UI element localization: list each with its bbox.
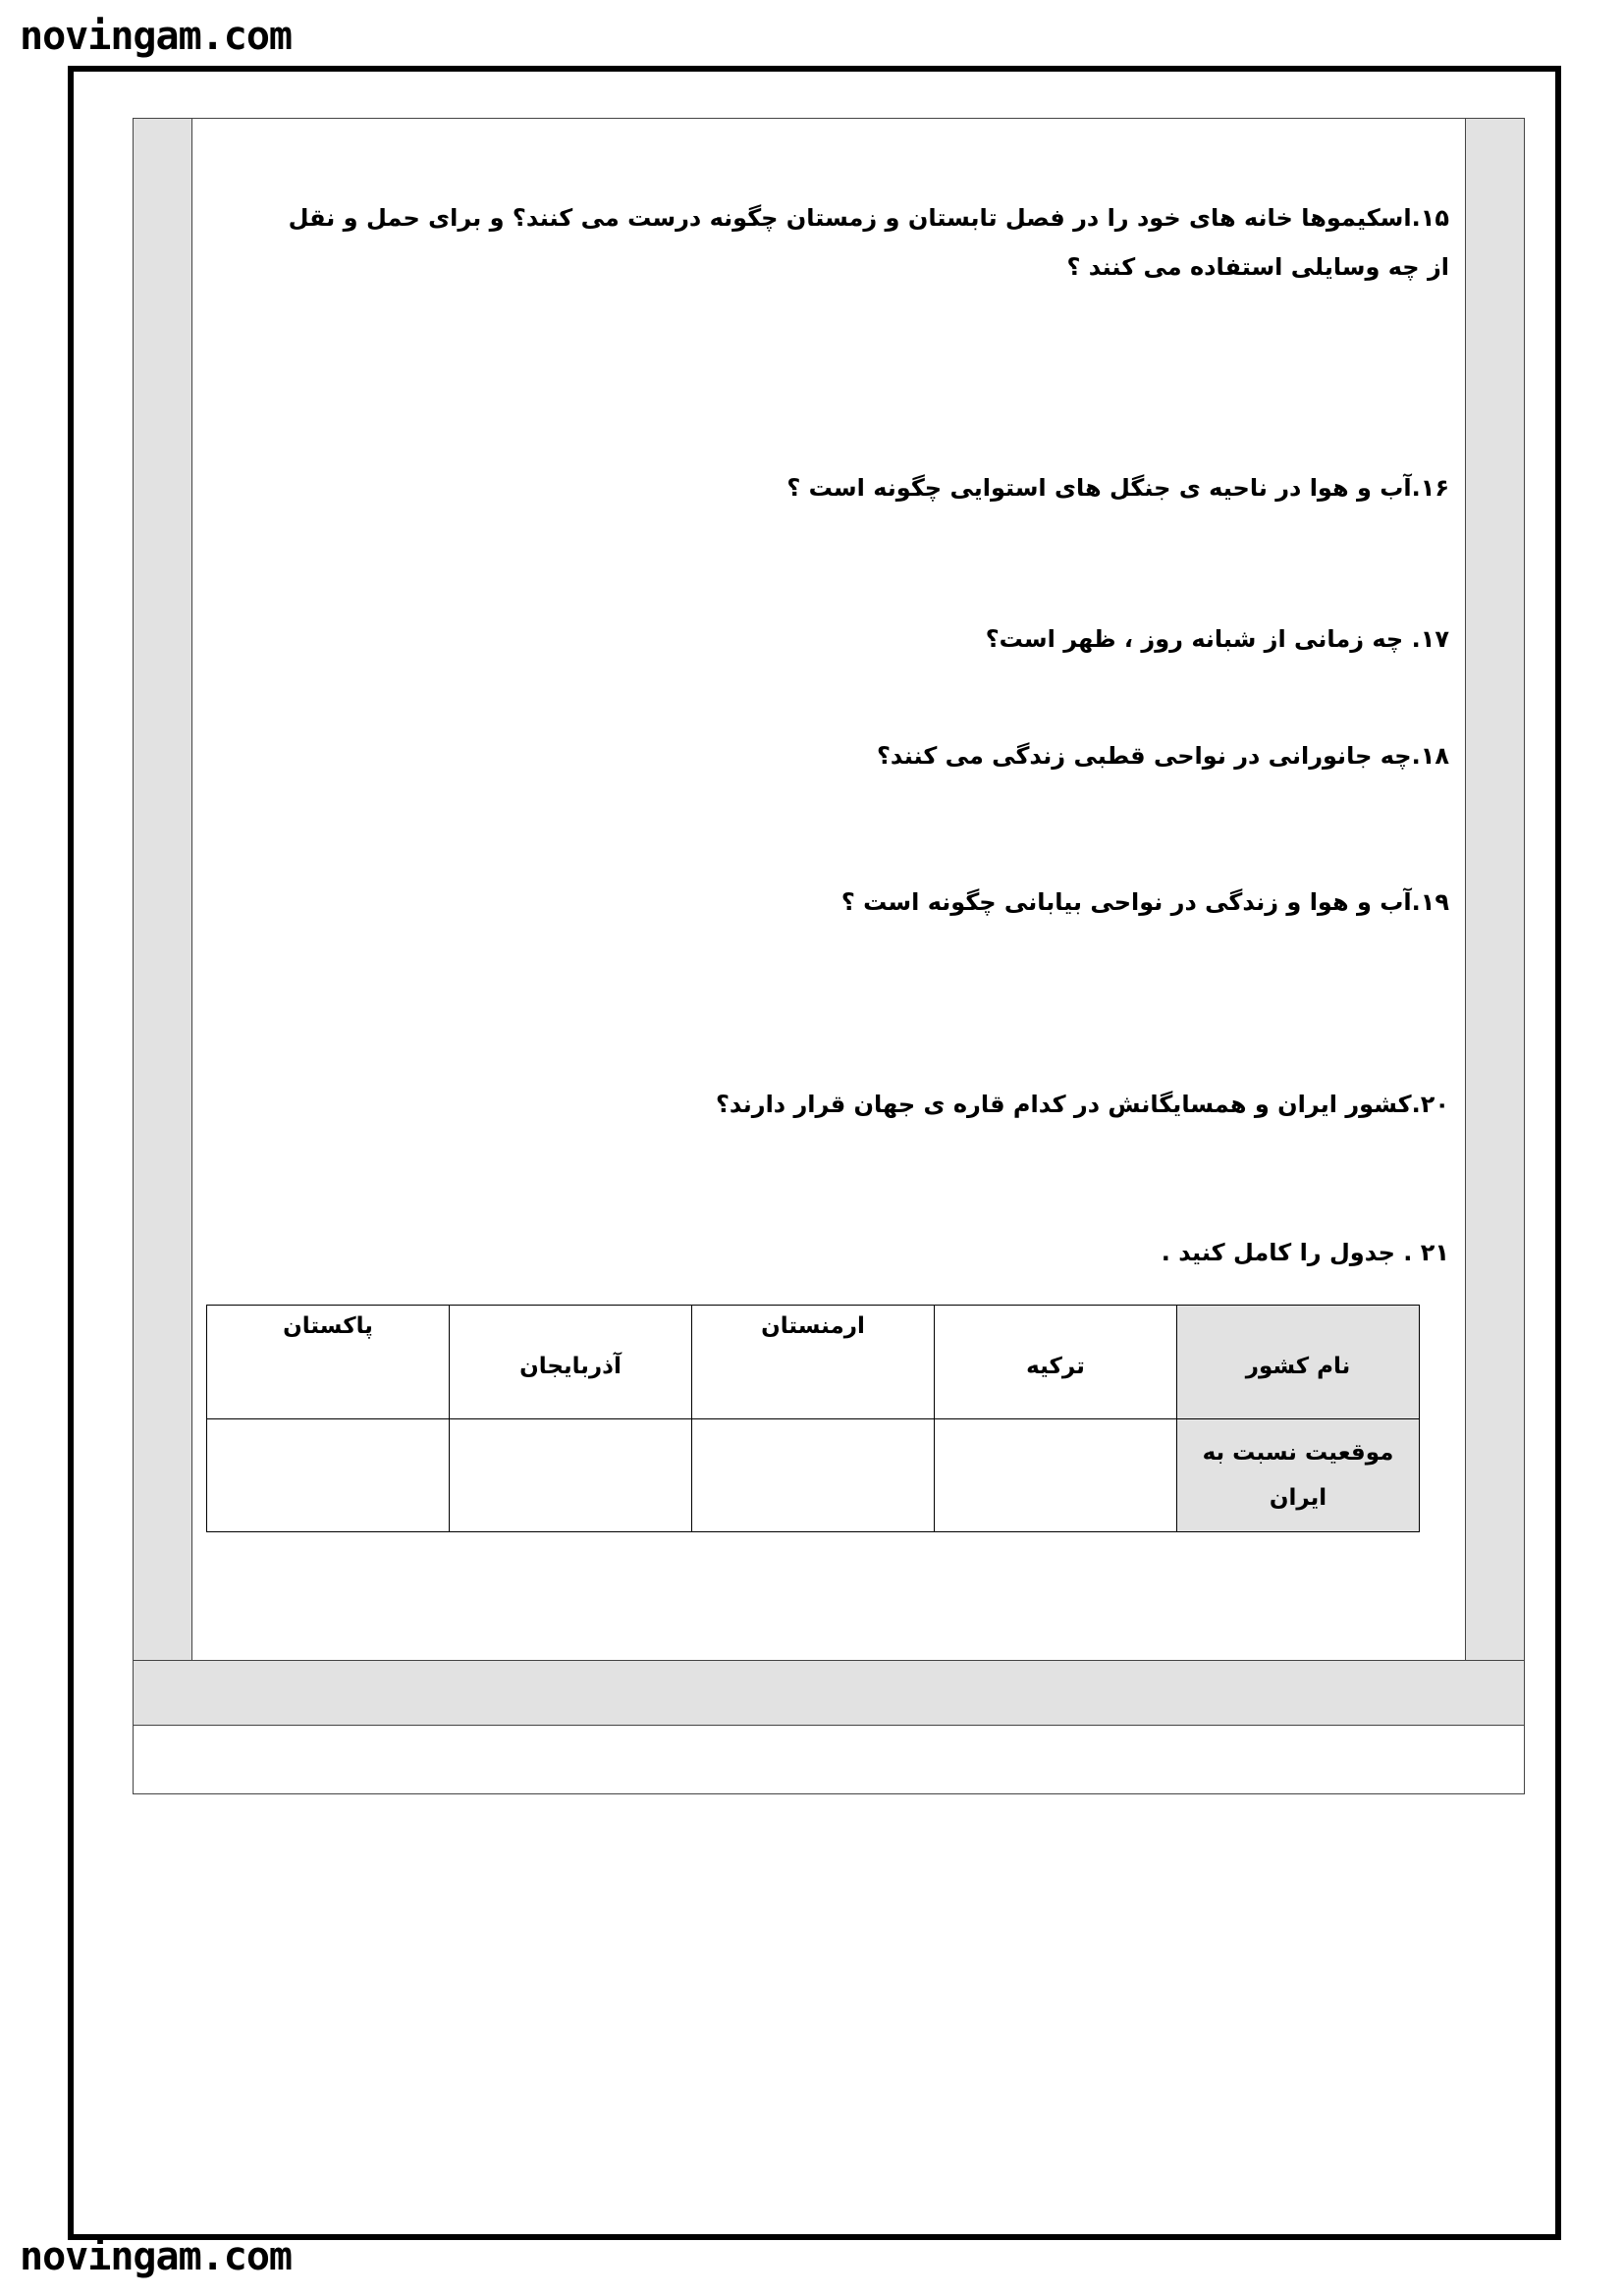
left-margin-column — [134, 119, 192, 1660]
country-cell-pakistan: پاکستان — [207, 1306, 450, 1419]
question-21: ۲۱ . جدول را کامل کنید . — [1161, 1239, 1449, 1266]
header-label-cell: نام کشور — [1177, 1306, 1420, 1419]
country-cell-turkey: ترکیه — [935, 1306, 1177, 1419]
answer-cell-pakistan[interactable] — [207, 1419, 450, 1532]
question-16: ۱۶.آب و هوا در ناحیه ی جنگل های استوایی چگونه است ؟ — [786, 474, 1449, 502]
question-20: ۲۰.کشور ایران و همسایگانش در کدام قاره ی جهان قرار دارند؟ — [715, 1091, 1449, 1118]
questions-area — [194, 119, 1465, 1660]
country-cell-armenia: ارمنستان — [692, 1306, 935, 1419]
question-18: ۱۸.چه جانورانی در نواحی قطبی زندگی می کنند؟ — [876, 742, 1449, 770]
question-17: ۱۷. چه زمانی از شبانه روز ، ظهر است؟ — [985, 625, 1449, 653]
answer-cell-azerbaijan[interactable] — [450, 1419, 692, 1532]
question-19: ۱۹.آب و هوا و زندگی در نواحی بیابانی چگونه است ؟ — [840, 888, 1449, 916]
question-15: ۱۵.اسکیموها خانه های خود را در فصل تابستان و زمستان چگونه درست می کنند؟ و برای حمل و نقل از چه وسایلی استفاده می کنند ؟ — [288, 204, 1449, 281]
table-row — [207, 1419, 1420, 1532]
position-label-cell: موقعیت نسبت به ایران — [1177, 1419, 1420, 1532]
footer-band — [134, 1660, 1524, 1726]
right-margin-column — [1465, 119, 1524, 1660]
answer-cell-turkey[interactable] — [935, 1419, 1177, 1532]
country-table — [206, 1305, 1420, 1532]
watermark-top: novingam.com — [20, 14, 292, 59]
watermark-bottom: novingam.com — [20, 2234, 292, 2279]
answer-cell-armenia[interactable] — [692, 1419, 935, 1532]
worksheet-frame — [133, 118, 1525, 1794]
table-row — [207, 1306, 1420, 1419]
country-cell-azerbaijan: آذربایجان — [450, 1306, 692, 1419]
